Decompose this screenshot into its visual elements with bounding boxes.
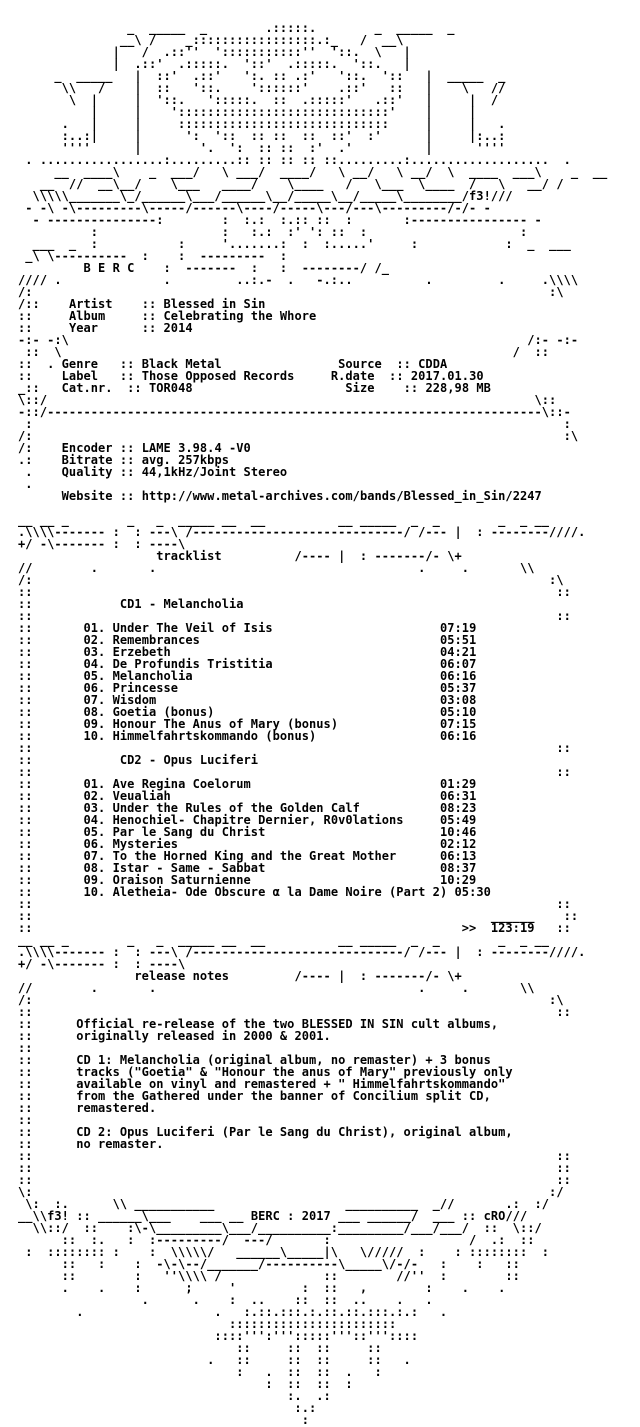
track-title: Melancholia (112, 669, 193, 683)
release-note-line: :: CD 2: Opus Luciferi (Par le Sang du Christ), original album, (18, 1125, 513, 1139)
track-number: 02. (83, 789, 106, 803)
row-quality: . Quality :: 44,1kHz/Joint Stereo (18, 465, 288, 479)
release-note-text: tracks ("Goetia" & "Honour the anus of Mary" previously only (76, 1065, 513, 1079)
track-time: 04:21 (439, 645, 477, 659)
tracklist-heading: tracklist (156, 549, 222, 563)
track-time: 05:10 (439, 705, 477, 719)
release-note-line: :: Official re-release of the two BLESSED IN SIN cult albums, (18, 1017, 499, 1031)
row-label-rdate: :: Label :: Those Opposed Records R.date :: 2017.01.30 (18, 369, 484, 383)
row-bitrate: .: Bitrate :: avg. 257kbps (18, 453, 229, 467)
track-row: :: 03. Under the Rules of the Golden Calf 08:23 (18, 801, 477, 815)
spacer: :: :: (18, 741, 571, 755)
track-time: 05:49 (439, 813, 477, 827)
track-title: Wisdom (112, 693, 157, 707)
rdate-value: 2017.01.30 (410, 369, 484, 383)
track-row: :: 05. Melancholia 06:16 (18, 669, 477, 683)
track-row: :: 06. Mysteries 02:12 (18, 837, 477, 851)
release-note-text: CD 1: Melancholia (original album, no remaster) + 3 bonus (76, 1053, 491, 1067)
size-value: 228,98 MB (425, 381, 491, 395)
cd2-title: CD2 - Opus Luciferi (119, 753, 259, 767)
release-note-text: available on vinyl and remastered + " Himmelfahrtskommando" (76, 1077, 506, 1091)
release-note-text: no remaster. (76, 1137, 164, 1151)
track-number: 05. (83, 669, 106, 683)
track-row: :: 07. Wisdom 03:08 (18, 693, 477, 707)
track-title: Princesse (112, 681, 179, 695)
notes-frame-bottom: :: :: :: :: :: :: \: :/ \: :. \\ ___________ __________ _// .: :/ (18, 1149, 571, 1211)
track-title: Henochiel- Chapitre Dernier, R0v0lations (112, 813, 404, 827)
track-row: :: 10. Himmelfahrtskommando (bonus) 06:16 (18, 729, 477, 743)
release-note-line: :: (18, 1113, 77, 1127)
tracklist-frame-top: __ __ _ _ _ _____ __ __ __ _____ _ _ _ _ __ .\\\\------- : : ---\ /-----------------------------/ /--- | : --------////. +/ -\------- : : ----\ (18, 513, 586, 551)
track-number: 01. (83, 777, 106, 791)
track-time: 06:31 (439, 789, 477, 803)
track-row: :: 09. Oraison Saturnienne 10:29 (18, 873, 477, 887)
track-number: 02. (83, 633, 106, 647)
track-number: 07. (83, 693, 106, 707)
track-title: Honour The Anus of Mary (bonus) (112, 717, 339, 731)
release-note-text: originally released in 2000 & 2001. (76, 1029, 331, 1043)
track-row: :: 01. Ave Regina Coelorum 01:29 (18, 777, 477, 791)
track-title: Par le Sang du Christ (112, 825, 266, 839)
track-title: Mysteries (112, 837, 179, 851)
release-note-line: :: available on vinyl and remastered + " Himmelfahrtskommando" (18, 1077, 506, 1091)
track-row: :: 03. Erzebeth 04:21 (18, 645, 477, 659)
divider-art-2: \::/ \:: -::/--------------------------------------------------------------------\::- : : /: :\ (18, 393, 579, 443)
track-number: 10. (83, 885, 106, 899)
track-time: 06:16 (439, 669, 477, 683)
banner-group: B E R C (83, 261, 135, 275)
tracklist-frame-mid: // . . . . \\ /: :\ :: :: (18, 561, 571, 599)
track-row: :: 04. De Profundis Tristitia 06:07 (18, 657, 477, 671)
spacer: :: :: (18, 609, 571, 623)
track-title: Goetia (bonus) (112, 705, 215, 719)
footer-tag-left: f3! (47, 1209, 69, 1223)
total-row: :: >> 123:19 :: (18, 921, 571, 935)
track-row: :: 10. Aletheia- Ode Obscure α la Dame Noire (Part 2) 05:30 (18, 885, 491, 899)
track-time: 07:19 (439, 621, 477, 635)
artist-value: Blessed in Sin (163, 297, 266, 311)
footer-tag-right: cRO (483, 1209, 506, 1223)
track-row: :: 05. Par le Sang du Christ 10:46 (18, 825, 477, 839)
spacer: :: :: :: ______ :: (18, 897, 579, 923)
track-number: 01. (83, 621, 106, 635)
footer-logo-art: \\::/ :: :\-\_________\___/__________:_________/___/___/ :: \::/ :: :. : :---------/ ---/ : / .: :: : :::::::: : : \\\\\/ ______\_____|\ \///// : : :::::::: : :: : : -\-\--/_______/----------\_____\/-/- : : :: :: : ''\\\\ / :: //'' : :: . . : ; ' : :: , : . . . . : .. :: :: .. . . . . :.::.:::.:.::.::.:::.:.: . ::::::::::::::::::::::: ::::''':''':::::'''::''':::: :: :: :: :: . :: :: :: :: . : . :: :: . : : :: :: : :. .: :.: : (25, 1221, 550, 1427)
notes-frame-top: __ __ _ _ _ _____ __ __ __ _____ _ _ _ _ __ .\\\\------- : : ---\ /-----------------------------/ /--- | : --------////. +/ -\------- : : ----\ (18, 933, 586, 971)
banner-row: B E R C : ------- : : --------/ /_ (83, 261, 390, 275)
source-value: CDDA (418, 357, 448, 371)
row-year: :: Year :: 2014 (18, 321, 193, 335)
release-note-text: from the Gathered under the banner of Concilium split CD, (76, 1089, 491, 1103)
release-note-text: CD 2: Opus Luciferi (Par le Sang du Christ), original album, (76, 1125, 513, 1139)
track-number: 05. (83, 825, 106, 839)
track-number: 08. (83, 861, 106, 875)
row-artist: /:: Artist :: Blessed in Sin (18, 297, 266, 311)
track-number: 09. (83, 873, 106, 887)
header-logo-art-tail: //// . . ..:.- . -.:.. . . .\\\\ /: :\ (18, 273, 579, 299)
track-time: 08:23 (439, 801, 477, 815)
release-note-text: Official re-release of the two BLESSED IN SIN cult albums, (76, 1017, 499, 1031)
track-time: 01:29 (439, 777, 477, 791)
row-catnr-size: _:: Cat.nr. :: TOR048 Size :: 228,98 MB (18, 381, 491, 395)
quality-value: 44,1kHz/Joint Stereo (141, 465, 288, 479)
nfo-document (18, 21, 630, 1427)
track-title: Oraison Saturnienne (112, 873, 251, 887)
label-value: Those Opposed Records (141, 369, 295, 383)
track-row: :: 02. Veualiah 06:31 (18, 789, 477, 803)
release-note-line: :: no remaster. (18, 1137, 164, 1151)
track-title: De Profundis Tristitia (112, 657, 273, 671)
website-link[interactable]: http://www.metal-archives.com/bands/Blessed_in_Sin/2247 (141, 489, 542, 503)
track-title: Ave Regina Coelorum (112, 777, 251, 791)
track-title: Remembrances (112, 633, 200, 647)
release-note-line: :: originally released in 2000 & 2001. (18, 1029, 331, 1043)
track-title: To the Horned King and the Great Mother (112, 849, 397, 863)
track-row: :: 02. Remembrances 05:51 (18, 633, 477, 647)
track-time: 06:16 (439, 729, 477, 743)
track-title: Aletheia- Ode Obscure α la Dame Noire (Part 2) (112, 885, 448, 899)
track-time: 05:51 (439, 633, 477, 647)
cd1-track-list (18, 622, 630, 742)
track-title: Veualiah (112, 789, 171, 803)
track-number: 07. (83, 849, 106, 863)
track-title: Istar - Same - Sabbat (112, 861, 266, 875)
release-notes (18, 1018, 630, 1150)
track-title: Himmelfahrtskommando (bonus) (112, 729, 317, 743)
track-number: 04. (83, 657, 106, 671)
release-note-line: :: CD 1: Melancholia (original album, no remaster) + 3 bonus (18, 1053, 491, 1067)
row-genre-source: :: . Genre :: Black Metal Source :: CDDA (18, 357, 448, 371)
header-logo-art: _ _____ _ .:::::. _ _____ _ __\ / _:::::::::::::::::.:_ / __\ | / .::'' ':::::::::::'' '::. \ | | .::' .:::::. '::' .:::::. '::. | _ _____ | ::' .::' ':. :: .:' '::. ':: | _____ _ \\ / | :: '::. '::::::' .::' :: | \ // \ | | '::. ':::::. :: .:::::' .::' | | / | | ':::::::::::::::::::::::::::::' | | . | | ::::::::::::::::::::::::::::: | | . :..:| | ': ':: :: :: :: ::' :' | |:..: '''' | '. ': :: :: :' .' | '''' . .................:.........:: :: :: :: ::.........:................... . __ ____\ _ ___/ \ ___/ ____/ \ __/ \ __/ \ ____ ___\ _ __ __ // __\__/ \___ ____/ \____ / \___ \____ / \ __/ / \\\\\_______\_/______\___/______\__/_____\__/_____\________/f3!/// - -\ -\---------\-----/------\----/-----\---/---\---------/-/- - - ---------------: : :.: :.:: :: : :---------------- - : : :.: :' ': :: : : ___ _ : : '.......: : :.....' : : _ ___ _\ \---------- : : --------- : (25, 21, 608, 263)
track-row: :: 08. Goetia (bonus) 05:10 (18, 705, 477, 719)
bitrate-value: avg. 257kbps (141, 453, 229, 467)
row-website: Website :: http://www.metal-archives.com/bands/Blessed_in_Sin/2247 (61, 489, 542, 503)
track-time: 08:37 (439, 861, 477, 875)
cd1-title-row: :: CD1 - Melancholia (18, 597, 244, 611)
spacer: :: :: (18, 765, 571, 779)
track-number: 08. (83, 705, 106, 719)
track-number: 04. (83, 813, 106, 827)
track-row: :: 08. Istar - Same - Sabbat 08:37 (18, 861, 477, 875)
track-time: 10:46 (439, 825, 477, 839)
track-time: 10:29 (439, 873, 477, 887)
notes-frame-mid: // . . . . \\ /: :\ :: :: (18, 981, 571, 1019)
cd2-track-list (18, 778, 630, 898)
track-number: 09. (83, 717, 106, 731)
notes-heading: release notes (134, 969, 229, 983)
genre-value: Black Metal (141, 357, 222, 371)
track-row: :: 09. Honour The Anus of Mary (bonus) 07:15 (18, 717, 477, 731)
cd1-title: CD1 - Melancholia (119, 597, 244, 611)
track-time: 06:13 (439, 849, 477, 863)
cd2-title-row: :: CD2 - Opus Luciferi (18, 753, 259, 767)
row-encoder: /: Encoder :: LAME 3.98.4 -V0 (18, 441, 251, 455)
track-title: Under the Rules of the Golden Calf (112, 801, 360, 815)
year-value: 2014 (163, 321, 193, 335)
release-note-line: :: remastered. (18, 1101, 157, 1115)
track-time: 05:37 (439, 681, 477, 695)
track-row: :: 06. Princesse 05:37 (18, 681, 477, 695)
track-title: Erzebeth (112, 645, 171, 659)
track-time: 02:12 (439, 837, 477, 851)
track-title: Under The Veil of Isis (112, 621, 273, 635)
track-time: 06:07 (439, 657, 477, 671)
footer-text: BERC : 2017 (250, 1209, 331, 1223)
track-time: 05:30 (454, 885, 491, 899)
track-number: 06. (83, 837, 106, 851)
tracklist-heading-row: tracklist /---- | : -------/- \+ (156, 549, 462, 563)
track-row: :: 01. Under The Veil of Isis 07:19 (18, 621, 477, 635)
release-note-line: :: (18, 1041, 77, 1055)
spacer: . (25, 477, 33, 491)
track-row: :: 07. To the Horned King and the Great Mother 06:13 (18, 849, 477, 863)
notes-heading-row: release notes /---- | : -------/- \+ (134, 969, 462, 983)
album-value: Celebrating the Whore (163, 309, 317, 323)
row-album: :: Album :: Celebrating the Whore (18, 309, 317, 323)
track-time: 03:08 (439, 693, 477, 707)
footer-row: __\\f3! :: ______\___ ___ __ BERC : 2017 ___ ______/ ___ :: cRO/// (18, 1209, 528, 1223)
divider-art: -:- -:\ /:- -:- :: \ / :: (18, 333, 579, 359)
encoder-value: LAME 3.98.4 -V0 (141, 441, 251, 455)
track-row: :: 04. Henochiel- Chapitre Dernier, R0v0lations 05:49 (18, 813, 477, 827)
track-number: 03. (83, 645, 106, 659)
release-note-text: remastered. (76, 1101, 157, 1115)
track-number: 10. (83, 729, 106, 743)
track-number: 03. (83, 801, 106, 815)
total-time: 123:19 (490, 921, 535, 935)
track-time: 07:15 (439, 717, 477, 731)
release-note-line: :: tracks ("Goetia" & "Honour the anus of Mary" previously only (18, 1065, 513, 1079)
track-number: 06. (83, 681, 106, 695)
release-note-line: :: from the Gathered under the banner of Concilium split CD, (18, 1089, 491, 1103)
catnr-value: TOR048 (148, 381, 193, 395)
